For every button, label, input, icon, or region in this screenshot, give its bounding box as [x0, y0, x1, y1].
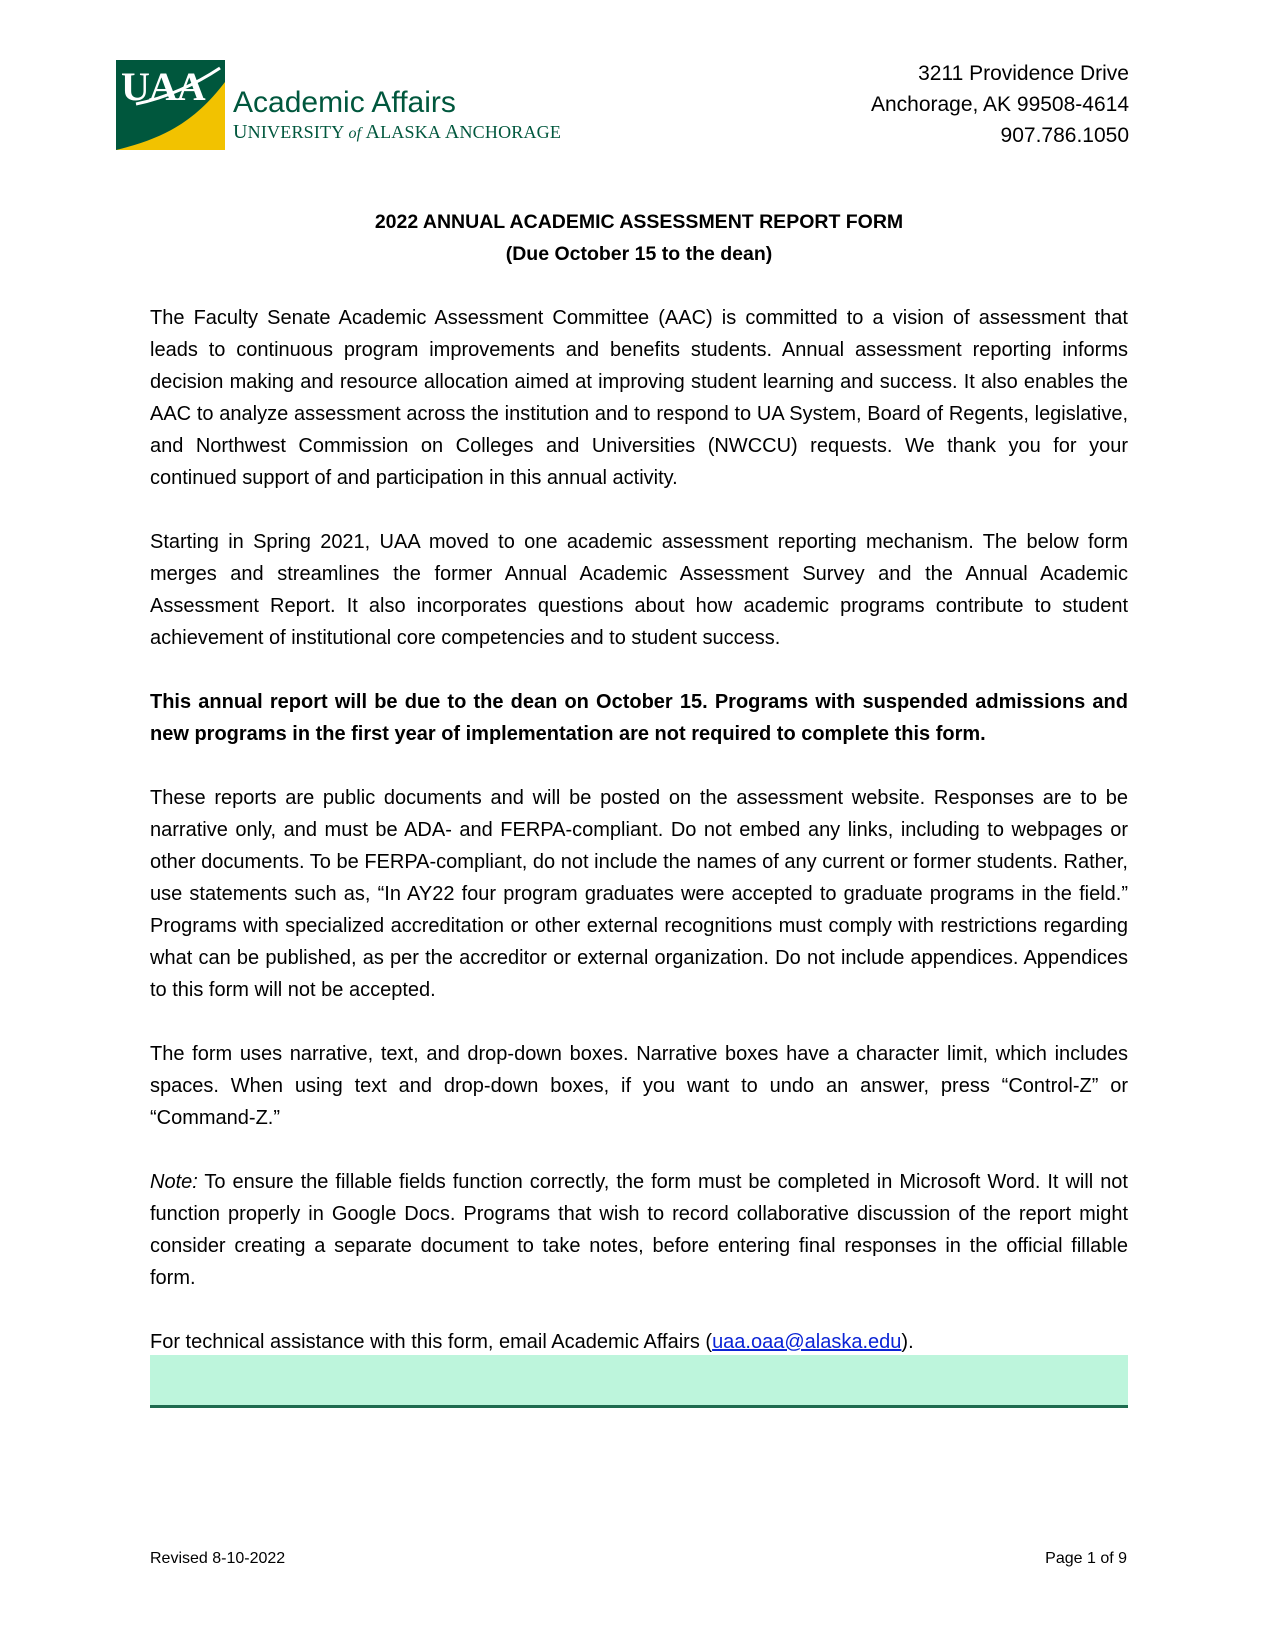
note-label: Note:: [150, 1171, 198, 1193]
paragraph-due-date-notice: This annual report will be due to the dean on October 15. Programs with suspended admissions and new programs in the first year of implementation are not required to complete this form.: [150, 691, 1128, 745]
title-line-2: (Due October 15 to the dean): [505, 243, 773, 265]
document-title: [150, 206, 1128, 270]
logo-university-name: UNIVERSITY of ALASKA ANCHORAGE: [233, 121, 562, 143]
footer-revised-date: Revised 8-10-2022: [150, 1550, 286, 1567]
logo-wordmark: [233, 63, 561, 147]
fillable-form-field[interactable]: [150, 1355, 1128, 1408]
note-text: To ensure the fillable fields function correctly, the form must be completed in Microsoft Word. It will not function properly in Google Docs. Programs that wish to record collaborative discussion of the report might consider creating a separate document to take notes, before entering final responses in the official fillable form.: [150, 1171, 1128, 1289]
document-body: [150, 302, 1128, 1358]
title-line-1: 2022 ANNUAL ACADEMIC ASSESSMENT REPORT FORM: [374, 211, 904, 233]
paragraph-form-usage: The form uses narrative, text, and drop-down boxes. Narrative boxes have a character limit, which includes spaces. When using text and drop-down boxes, if you want to undo an answer, press “Control-Z” or “Command-Z.”: [150, 1043, 1128, 1129]
address-city-state-zip: Anchorage, AK 99508-4614: [870, 93, 1129, 116]
address-street: 3211 Providence Drive: [918, 62, 1129, 85]
paragraph-intro: The Faculty Senate Academic Assessment Committee (AAC) is committed to a vision of assessment that leads to continuous program improvements and benefits students. Annual assessment reporting informs decision making and resource allocation aimed at improving student learning and success. It also enables the AAC to analyze assessment across the institution and to respond to UA System, Board of Regents, legislative, and Northwest Commission on Colleges and Universities (NWCCU) requests. We thank you for your continued support of and participation in this annual activity.: [150, 307, 1128, 489]
email-link[interactable]: uaa.oaa@alaska.edu: [712, 1331, 902, 1353]
paragraph-technical-assistance: [150, 1326, 1128, 1358]
letterhead-address: [871, 58, 1129, 151]
uaa-logo-mark: [116, 60, 225, 150]
uaa-academic-affairs-logo: [116, 60, 561, 150]
paragraph-public-documents: These reports are public documents and will be posted on the assessment website. Responses are to be narrative only, and must be ADA- and FERPA-compliant. Do not embed any links, including to webpages or other documents. To be FERPA-compliant, do not include the names of any current or former students. Rather, use statements such as, “In AY22 four program graduates were accepted to graduate programs in the field.” Programs with specialized accreditation or other external recognitions must comply with restrictions regarding what can be published, as per the accreditor or external organization. Do not include appendices. Appendices to this form will not be accepted.: [150, 787, 1128, 1001]
address-phone: 907.786.1050: [1000, 124, 1129, 147]
footer-page-number: Page 1 of 9: [1045, 1550, 1127, 1567]
assistance-text-end: ).: [901, 1331, 914, 1353]
paragraph-reporting-mechanism: Starting in Spring 2021, UAA moved to one academic assessment reporting mechanism. The below form merges and streamlines the former Annual Academic Assessment Survey and the Annual Academic Assessment Report. It also incorporates questions about how academic programs contribute to student achievement of institutional core competencies and to student success.: [150, 531, 1128, 649]
paragraph-note: [150, 1166, 1128, 1294]
assistance-text: For technical assistance with this form, email Academic Affairs (: [150, 1331, 713, 1353]
logo-uaa-letters: UAA: [121, 64, 205, 109]
logo-department-name: Academic Affairs: [233, 86, 456, 119]
